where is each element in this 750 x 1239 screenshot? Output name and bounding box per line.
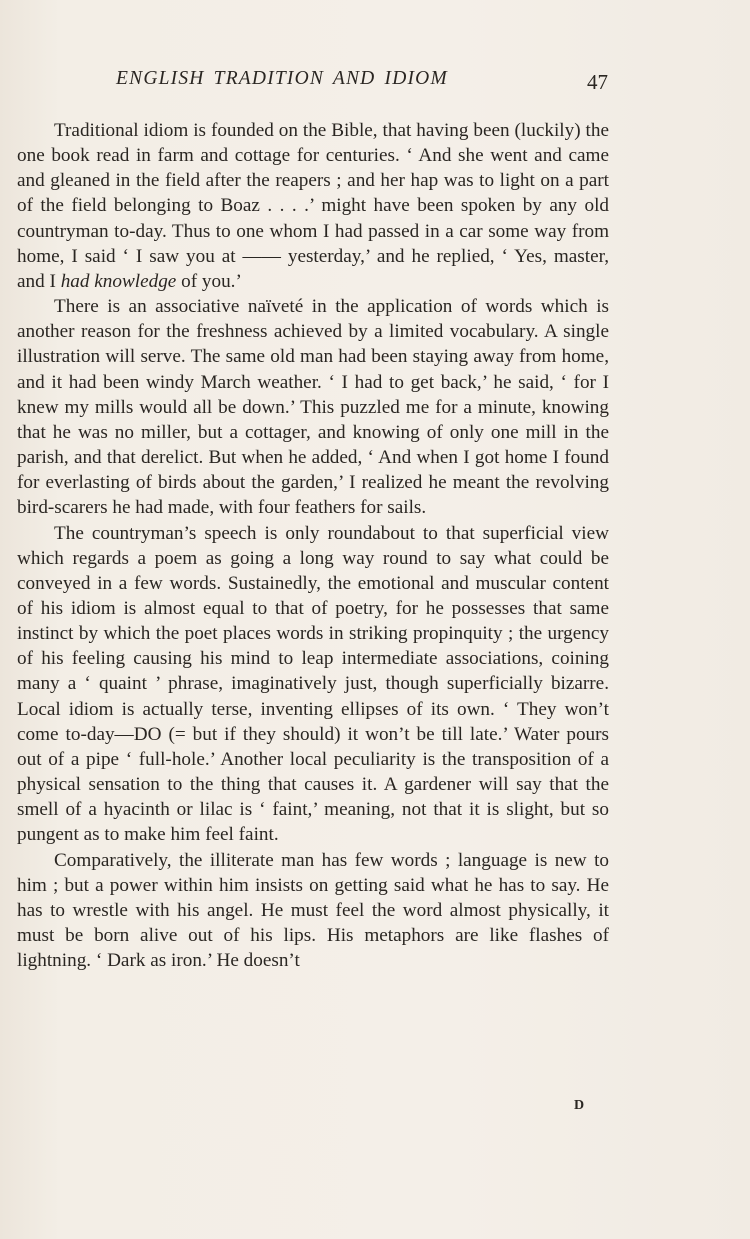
running-head: ENGLISH TRADITION AND IDIOM	[116, 68, 448, 89]
paragraph-3: The countryman’s speech is only roundabout to that superficial view which regards a poem as going a long way round to say what could be conveyed in a few words. Sustainedly, the emotional and muscular content of his idiom is almost equal to that of poetry, for he possesses that same instinct by which the poet places words in striking propinquity ; the urgency of his feeling causing his mind to leap intermediate associations, coining many a ‘ quaint ’ phrase, imaginatively just, though superficially bizarre. Local idiom is actually terse, inventing ellipses of its own. ‘ They won’t come to-day—DO (= but if they should) it won’t be till late.’ Water pours out of a pipe ‘ full-hole.’ Another local peculiarity is the transposition of a physical sensation to the thing that causes it. A gardener will say that the smell of a hyacinth or lilac is ‘ faint,’ meaning, not that it is slight, but so pungent as to make him feel faint.	[17, 522, 609, 846]
paragraph-1-text-end: of you.’	[176, 270, 242, 292]
paragraph-4: Comparatively, the illiterate man has few words ; language is new to him ; but a power within him insists on getting said what he has to say. He has to wrestle with his angel. He must feel the word almost physically, it must be born alive out of his lips. His metaphors are like flashes of lightning. ‘ Dark as iron.’ He doesn’t	[17, 849, 609, 972]
page-number: 47	[587, 70, 608, 94]
paragraph-1-emphasis: had knowledge	[60, 270, 177, 292]
body-text	[17, 118, 609, 973]
paragraph-1-text: Traditional idiom is founded on the Bible, that having been (luckily) the one book read in farm and cottage for centuries. ‘ And she went and came and gleaned in the field after the reapers ; and her hap was to light on a part of the field belonging to Boaz . . . .’ might have been spoken by any old countryman to-day. Thus to one whom I had passed in a car some way from home, I said ‘ I saw you at —— yesterday,’ and he replied, ‘ Yes, master, and I	[17, 120, 609, 292]
paragraph-1	[17, 118, 609, 294]
paragraph-2: There is an associative naïveté in the application of words which is another reason for the freshness achieved by a limited vocabulary. A single illustration will serve. The same old man had been staying away from home, and it had been windy March weather. ‘ I had to get back,’ he said, ‘ for I knew my mills would all be down.’ This puzzled me for a minute, knowing that he was no miller, but a cottager, and knowing of only one mill in the parish, and that derelict. But when he added, ‘ And when I got home I found for everlasting of birds about the garden,’ I realized he meant the revolving bird-scarers he had made, with four feathers for sails.	[17, 296, 609, 519]
signature-mark: D	[574, 1098, 586, 1113]
